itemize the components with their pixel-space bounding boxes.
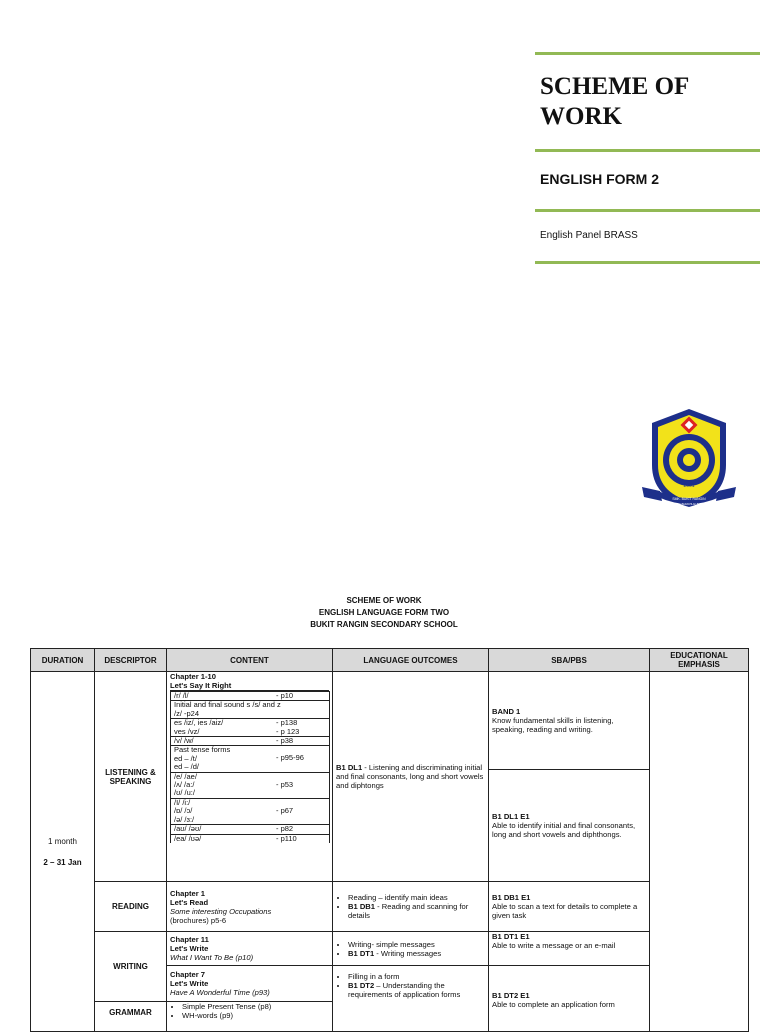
sba-text: Able to complete an application form <box>492 1000 615 1009</box>
header-sba-pbs: SBA/PBS <box>489 649 650 672</box>
descriptor-grammar: GRAMMAR <box>95 1002 167 1032</box>
table-row <box>31 672 749 770</box>
sound-item: ed – /d/ <box>174 762 200 772</box>
outcome-code: B1 DT1 <box>348 948 375 958</box>
sba-title: B1 DT2 E1 <box>492 991 530 1000</box>
cover-rule-top <box>535 52 760 55</box>
outcome-item <box>348 981 485 999</box>
sba-writing-1 <box>489 932 650 966</box>
scheme-table <box>30 648 749 1032</box>
duration-line2: 2 – 31 Jan <box>43 857 82 867</box>
cover-rule-bottom <box>535 261 760 264</box>
outcome-listening <box>333 672 489 882</box>
sound-item: /z/ -p24 <box>174 708 200 718</box>
writing-chapter: Chapter 7 <box>170 970 206 979</box>
writing-chapter-title: Let's Write <box>170 944 209 953</box>
emblem-year: 2001 <box>683 483 695 489</box>
outcome-reading <box>333 882 489 932</box>
reading-text2: (brochures) p5-6 <box>170 915 227 925</box>
sound-item: Initial and final sound s /s/ and z <box>174 700 281 710</box>
emblem-text: SMK. BUKIT RANGIN <box>672 497 706 501</box>
sound-item: /v/ /w/ <box>174 736 194 746</box>
emphasis-cell <box>650 672 749 1032</box>
sba-title: BAND 1 <box>492 707 521 716</box>
grammar-item: • Simple Present Tense (p8) <box>182 1002 329 1011</box>
sba-text: Know fundamental skills in listening, speaking, reading and writing. <box>492 716 614 734</box>
writing-text: Have A Wonderful Time (p93) <box>170 988 270 997</box>
outcome-text: – Understanding the requirements of application forms <box>348 981 461 999</box>
listening-chapter-title: Let's Say It Right <box>170 681 329 691</box>
descriptor-listening: LISTENING & SPEAKING <box>95 672 167 882</box>
duration-cell <box>31 672 95 1032</box>
sound-page: - p138 - p 123 <box>276 718 300 736</box>
sba-dl1-e1 <box>489 770 650 882</box>
cover-title <box>540 72 689 132</box>
header-language-outcomes: LANGUAGE OUTCOMES <box>333 649 489 672</box>
writing-chapter-title: Let's Write <box>170 979 209 988</box>
cover-subtitle: ENGLISH FORM 2 <box>540 171 660 187</box>
cover-rule-2 <box>535 149 760 152</box>
sound-item: /aʊ/ /əʊ/ <box>174 824 202 834</box>
grammar-item: • WH-words (p9) <box>182 1011 329 1020</box>
sba-title: B1 DT1 E1 <box>492 932 530 941</box>
sound-item: /r/ /l/ <box>174 691 189 700</box>
header-descriptor: DESCRIPTOR <box>95 649 167 672</box>
outcome-text: - Writing messages <box>374 948 442 958</box>
sound-page: - p38 <box>276 736 294 746</box>
outcome-writing-1 <box>333 932 489 966</box>
reading-text: Some interesting Occupations <box>170 906 272 916</box>
reading-chapter-title: Let's Read <box>170 897 209 907</box>
sba-reading <box>489 882 650 932</box>
heading-line1: SCHEME OF WORK <box>346 596 422 605</box>
sound-page: - p95-96 <box>276 753 304 763</box>
sound-page: - p110 <box>276 833 297 843</box>
sba-text: Able to identify initial and final consonants, long and short vowels and diphthongs. <box>492 821 636 839</box>
scheme-heading <box>0 595 768 631</box>
sound-item: es /iz/, ies /aiz/ <box>174 718 224 728</box>
sound-item: Past tense forms <box>174 745 231 755</box>
sound-item: /ʌ/ /a:/ <box>174 780 195 790</box>
sound-page: - p82 <box>276 824 294 834</box>
outcome-item: • Writing- simple messages <box>348 940 485 949</box>
content-writing-1 <box>167 932 333 966</box>
sound-page: - p10 <box>276 691 294 700</box>
sba-title: B1 DB1 E1 <box>492 893 531 902</box>
outcome-code: B1 DT2 <box>348 981 375 990</box>
reading-chapter: Chapter 1 <box>170 888 206 898</box>
sba-text: Able to scan a text for details to complete a given task <box>492 902 638 920</box>
sound-item: /ə/ /ɜ:/ <box>174 814 195 824</box>
sound-page: - p53 <box>276 779 294 789</box>
sound-item: /ea/ /ʊə/ <box>174 833 202 843</box>
table-header-row <box>31 649 749 672</box>
writing-text: What I Want To Be (p10) <box>170 953 254 962</box>
outcome-text: - Reading and scanning for details <box>348 902 469 920</box>
sound-item: /ɒ/ /ɔ/ <box>174 806 193 816</box>
outcome-item <box>348 902 485 920</box>
sba-band1 <box>489 672 650 770</box>
sound-list <box>170 691 330 843</box>
sound-page: - p67 <box>276 805 294 815</box>
content-listening <box>167 672 333 882</box>
descriptor-writing: WRITING <box>95 932 167 1002</box>
sound-item: /I/ /i:/ <box>174 797 191 807</box>
table-row <box>31 932 749 966</box>
outcome-code: B1 DL1 <box>336 763 363 772</box>
sba-text: Able to write a message or an e-mail <box>492 941 616 950</box>
cover-title-line2: WORK <box>540 103 622 130</box>
header-educational-emphasis: EDUCATIONAL EMPHASIS <box>650 649 749 672</box>
outcome-text: - Listening and discriminating initial and final consonants, long and short vowels and diphtongs <box>336 763 484 790</box>
cover-title-line1: SCHEME OF <box>540 73 690 100</box>
sound-item: /e/ /ae/ <box>174 771 197 781</box>
sound-item: ves /vz/ <box>174 726 200 736</box>
school-emblem-icon <box>640 405 738 511</box>
heading-line2: ENGLISH LANGUAGE FORM TWO <box>318 608 450 617</box>
descriptor-reading: READING <box>95 882 167 932</box>
outcome-item: • Reading – identify main ideas <box>348 893 485 902</box>
content-grammar <box>167 1002 333 1032</box>
table-row <box>31 882 749 932</box>
content-writing-2 <box>167 966 333 1002</box>
sba-writing-2 <box>489 966 650 1032</box>
sba-title: B1 DL1 E1 <box>492 812 530 821</box>
duration-line1: 1 month <box>48 836 77 846</box>
emblem-motto: BERILMU BERAKHLAK BERJASA <box>670 503 708 506</box>
header-content: CONTENT <box>167 649 333 672</box>
cover-rule-3 <box>535 209 760 212</box>
outcome-item: • Filling in a form <box>348 972 485 981</box>
header-duration: DURATION <box>31 649 95 672</box>
heading-line3: BUKIT RANGIN SECONDARY SCHOOL <box>310 620 458 629</box>
outcome-code: B1 DB1 <box>348 902 376 911</box>
outcome-writing-2 <box>333 966 489 1032</box>
writing-chapter: Chapter 11 <box>170 935 209 944</box>
sound-item: ed – /t/ <box>174 753 197 763</box>
sound-item: /ʊ/ /u:/ <box>174 788 195 798</box>
content-reading <box>167 882 333 932</box>
outcome-item <box>348 949 485 958</box>
cover-panel: English Panel BRASS <box>540 230 638 241</box>
listening-chapter: Chapter 1-10 <box>170 672 217 681</box>
